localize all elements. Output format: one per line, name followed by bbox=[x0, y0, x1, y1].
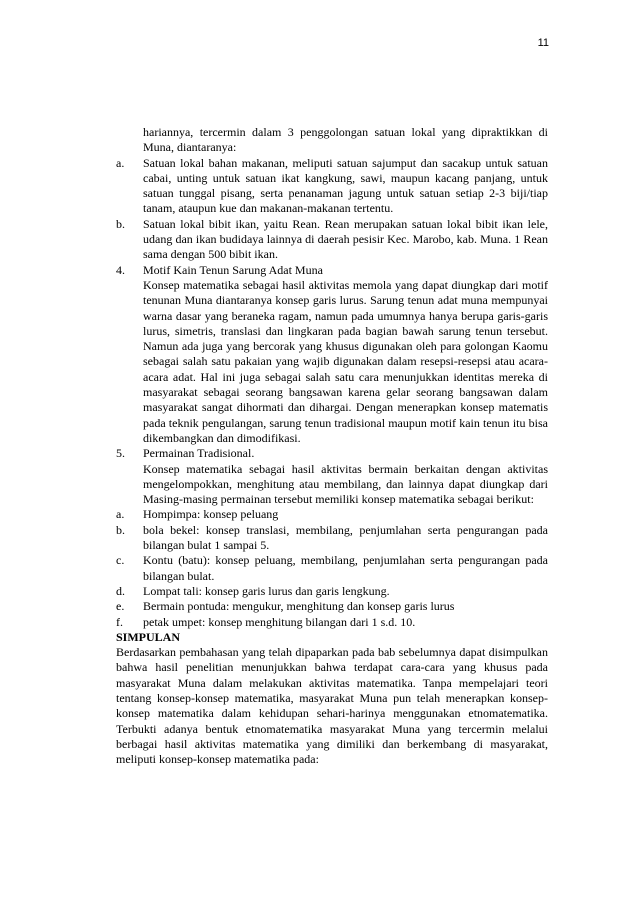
games-list bbox=[116, 507, 548, 629]
section-title: Permainan Tradisional. bbox=[143, 446, 255, 461]
list-item bbox=[116, 599, 548, 614]
list-marker: e. bbox=[116, 599, 125, 614]
section-title: Motif Kain Tenun Sarung Adat Muna bbox=[143, 262, 323, 277]
list-item bbox=[116, 507, 548, 522]
list-marker: a. bbox=[116, 507, 125, 522]
list-item bbox=[116, 615, 548, 630]
list-item-text: petak umpet: konsep menghitung bilangan dari 1 s.d. 10. bbox=[143, 614, 416, 629]
section-4-body: Konsep matematika sebagai hasil aktivitas memola yang dapat diungkap dari motif tenunan Muna diantaranya konsep garis lurus. Sarung tenun adat muna mempunyai warna dasar yang beraneka ragam, namun pada umumnya hanya berupa garis-garis lurus, simetris, translasi dan lingkaran pada bagian bawah sarung tenun tersebut. Namun ada juga yang bercorak yang khusus digunakan oleh para golongan Kaomu sebagai salah satu pakaian yang wajib digunakan dalam resepsi-resepsi atau acara-acara adat. Hal ini juga sebagai salah satu cara menunjukkan identitas mereka di masyarakat sebagai seorang bangsawan karena gelar seorang bangsawan dalam masyarakat sangat dihormati dan dihargai. Dengan menerapkan konsep matematis pada teknik pengulangan, sarung tenun tradisional maupun motif kain tenun itu bisa dikembangkan dan dimodifikasi. bbox=[143, 277, 548, 445]
list-marker: b. bbox=[116, 522, 125, 537]
list-item bbox=[116, 523, 548, 554]
conclusion-body: Berdasarkan pembahasan yang telah dipaparkan pada bab sebelumnya dapat disimpulkan bahwa hasil penelitian menunjukkan bahwa terdapat cara-cara yang khusus pada masyarakat Muna dalam melakukan aktivitas matematika. Tanpa mempelajari teori tentang konsep-konsep matematika, masyarakat Muna pun telah menerapkan konsep-konsep matematika dalam kehidupan sehari-harinya menggunakan etnomatematika. Terbukti adanya bentuk etnomatematika masyarakat Muna yang tercermin melalui berbagai hasil aktivitas matematika yang dimiliki dan berkembang di masyarakat, meliputi konsep-konsep matematika pada: bbox=[116, 645, 548, 767]
section-5-body: Konsep matematika sebagai hasil aktivitas bermain berkaitan dengan aktivitas mengelompokkan, menghitung atau membilang, dan lainnya dapat diungkap dari Masing-masing permainan tersebut memiliki konsep matematika sebagai berikut: bbox=[143, 461, 548, 507]
section-number: 4. bbox=[116, 262, 125, 277]
list-item-text: Bermain pontuda: mengukur, menghitung dan konsep garis lurus bbox=[143, 599, 455, 614]
conclusion-heading: SIMPULAN bbox=[116, 629, 181, 644]
section-4-heading bbox=[116, 263, 548, 278]
section-number: 5. bbox=[116, 446, 125, 461]
list-item-text: bola bekel: konsep translasi, membilang, penjumlahan serta pengurangan pada bilangan bulat 1 sampai 5. bbox=[143, 522, 548, 553]
list-item-text: Kontu (batu): konsep peluang, membilang, penjumlahan serta pengurangan pada bilangan bulat. bbox=[143, 553, 548, 583]
list-marker: a. bbox=[116, 155, 125, 170]
list-marker: d. bbox=[116, 583, 125, 598]
list-item bbox=[116, 217, 548, 263]
page-number: 11 bbox=[537, 37, 549, 49]
list-marker: c. bbox=[116, 553, 125, 568]
section-5-heading bbox=[116, 446, 548, 461]
list-item bbox=[116, 584, 548, 599]
list-item-text: Satuan lokal bahan makanan, meliputi satuan sajumput dan sacakup untuk satuan cabai, unting untuk satuan ikat kangkung, sawi, maupun kacang panjang, untuk satuan tunggal pisang, serta penanaman jagung untuk satuan setiap 2-3 biji/tiap tanam, ataupun kue dan makanan-makanan tertentu. bbox=[143, 155, 548, 216]
page-content bbox=[116, 125, 548, 767]
list-marker: b. bbox=[116, 216, 125, 231]
list-item-text: Hompimpa: konsep peluang bbox=[143, 507, 279, 522]
list-item-text: Lompat tali: konsep garis lurus dan garis lengkung. bbox=[143, 583, 390, 598]
list-item bbox=[116, 156, 548, 217]
list-item bbox=[116, 553, 548, 584]
intro-continuation: hariannya, tercermin dalam 3 penggolongan satuan lokal yang dipraktikkan di Muna, diantaranya: bbox=[143, 125, 548, 155]
list-marker: f. bbox=[116, 614, 123, 629]
list-item-text: Satuan lokal bibit ikan, yaitu Rean. Rean merupakan satuan lokal bibit ikan lele, udang dan ikan budidaya lainnya di daerah pesisir Kec. Marobo, kab. Muna. 1 Rean sama dengan 500 bibit ikan. bbox=[143, 216, 548, 262]
